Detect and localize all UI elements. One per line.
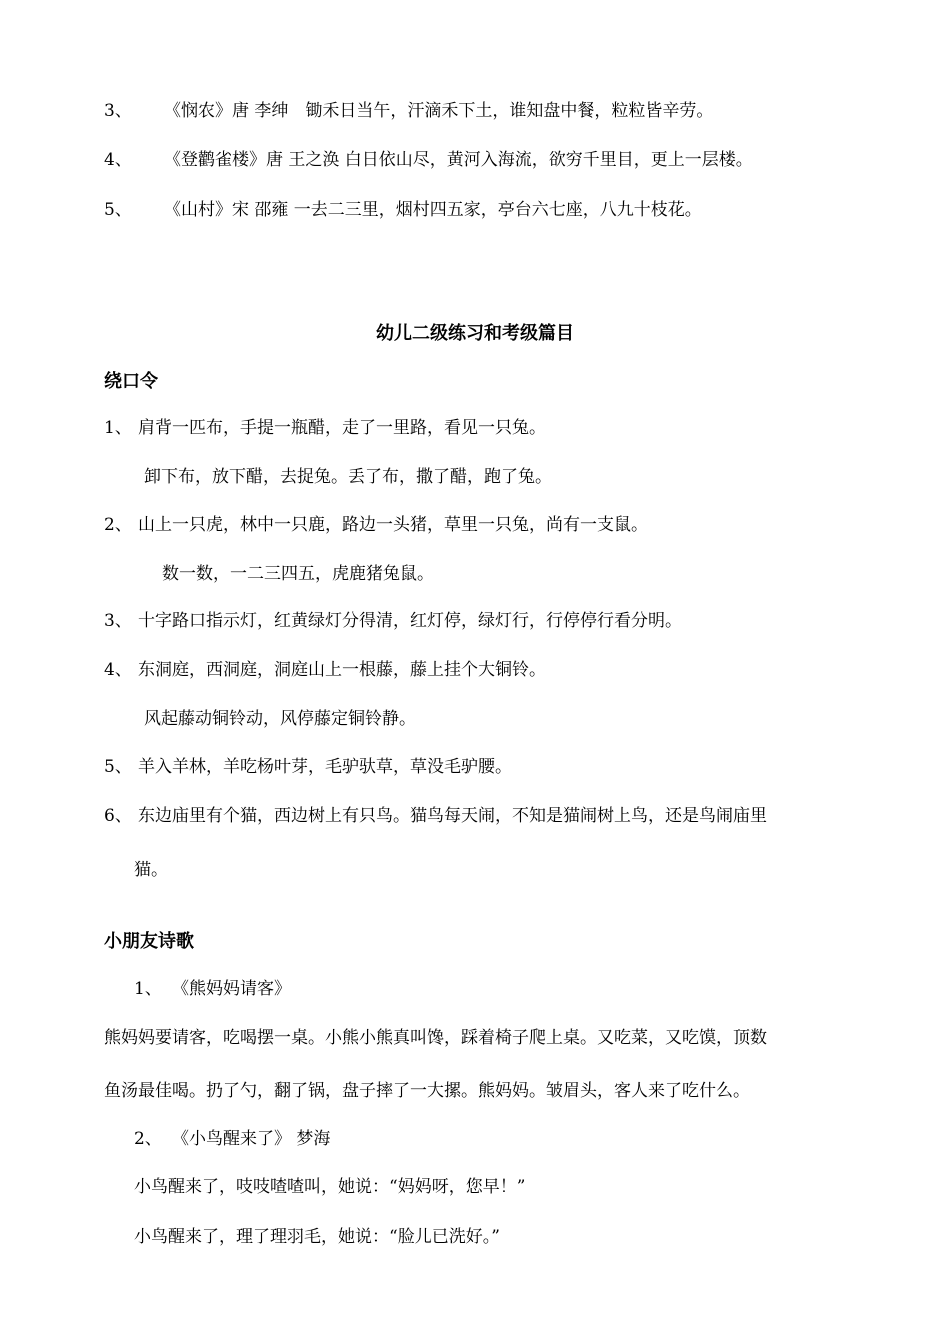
list-item <box>104 755 512 779</box>
poem-item-4 <box>104 148 753 172</box>
item-number: 3、 <box>104 611 132 631</box>
item-text: 肩背一匹布，手提一瓶醋，走了一里路，看见一只兔。 <box>138 418 546 438</box>
item-number: 4、 <box>104 150 132 170</box>
poem-item-3 <box>104 99 713 123</box>
item-text: 《悯农》唐 李绅 锄禾日当午，汗滴禾下土，谁知盘中餐，粒粒皆辛劳。 <box>164 101 714 121</box>
item-text: 《登鹳雀楼》唐 王之涣 白日依山尽，黄河入海流，欲穷千里目，更上一层楼。 <box>164 150 753 170</box>
list-item-continuation: 数一数，一二三四五，虎鹿猪兔鼠。 <box>162 564 434 584</box>
poem-title-line <box>134 977 291 1001</box>
poem-item-5 <box>104 198 702 222</box>
item-number: 2、 <box>104 515 132 535</box>
poem-text-line: 鱼汤最佳喝。扔了勺，翻了锅，盘子摔了一大摞。熊妈妈。皱眉头，客人来了吃什么。 <box>104 1081 750 1101</box>
item-number: 4、 <box>104 660 132 680</box>
poem-title-line <box>134 1127 330 1151</box>
item-text: 山上一只虎，林中一只鹿，路边一头猪，草里一只兔，尚有一支鼠。 <box>138 515 648 535</box>
poem-title: 《熊妈妈请客》 <box>172 979 291 999</box>
item-number: 2、 <box>134 1129 162 1149</box>
list-item <box>104 658 546 682</box>
item-number: 5、 <box>104 757 132 777</box>
tongue-twister-heading: 绕口令 <box>104 371 158 392</box>
poem-title: 《小鸟醒来了》 梦海 <box>172 1129 331 1149</box>
item-number: 6、 <box>104 806 132 826</box>
item-number: 5、 <box>104 200 132 220</box>
item-text: 《山村》宋 邵雍 一去二三里，烟村四五家，亭台六七座，八九十枝花。 <box>164 200 702 220</box>
list-item <box>104 513 648 537</box>
list-item <box>104 804 767 828</box>
poem-text-line: 小鸟醒来了，吱吱喳喳叫，她说：“妈妈呀，您早！” <box>134 1177 526 1197</box>
poem-text-line: 小鸟醒来了，理了理羽毛，她说：“脸儿已洗好。” <box>134 1227 500 1247</box>
list-item-continuation: 卸下布，放下醋，去捉兔。丢了布，撒了醋，跑了兔。 <box>144 467 552 487</box>
list-item-continuation: 猫。 <box>134 860 168 880</box>
list-item <box>104 416 546 440</box>
item-text: 东洞庭，西洞庭，洞庭山上一根藤，藤上挂个大铜铃。 <box>138 660 546 680</box>
poem-text-line: 熊妈妈要请客，吃喝摆一桌。小熊小熊真叫馋，踩着椅子爬上桌。又吃菜，又吃馍，顶数 <box>104 1028 767 1048</box>
item-number: 3、 <box>104 101 132 121</box>
item-number: 1、 <box>104 418 132 438</box>
item-number: 1、 <box>134 979 162 999</box>
section-title: 幼儿二级练习和考级篇目 <box>376 323 574 344</box>
list-item-continuation: 风起藤动铜铃动，风停藤定铜铃静。 <box>144 709 416 729</box>
item-text: 十字路口指示灯，红黄绿灯分得清，红灯停，绿灯行，行停停行看分明。 <box>138 611 682 631</box>
kids-poems-heading: 小朋友诗歌 <box>104 931 194 952</box>
item-text: 羊入羊林，羊吃杨叶芽，毛驴驮草，草没毛驴腰。 <box>138 757 512 777</box>
item-text: 东边庙里有个猫，西边树上有只鸟。猫鸟每天闹，不知是猫闹树上鸟，还是鸟闹庙里 <box>138 806 767 826</box>
list-item <box>104 609 682 633</box>
